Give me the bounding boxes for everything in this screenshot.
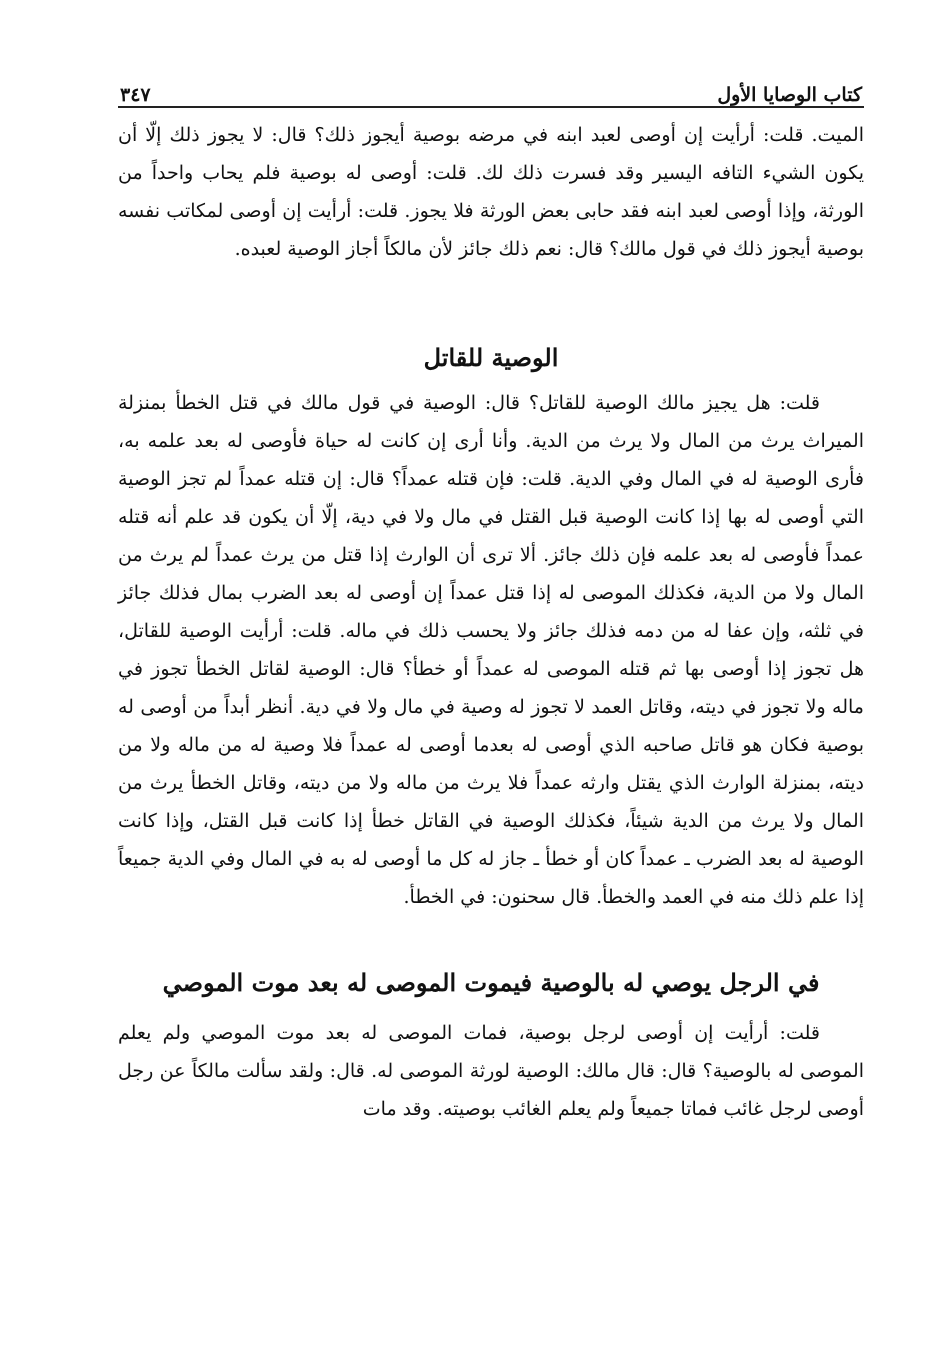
section-spacer	[118, 268, 864, 332]
section-title-legatee-death: في الرجل يوصي له بالوصية فيموت الموصى له بعد موت الموصي	[162, 968, 820, 997]
header-rule	[118, 106, 864, 108]
book-title: كتاب الوصايا الأول	[717, 84, 862, 106]
killer-bequest-paragraph: قلت: هل يجيز مالك الوصية للقاتل؟ قال: الوصية في قول مالك في قتل الخطأ بمنزلة الميراث يرث من المال ولا يرث من الدية. وأنا أرى إن كانت له حياة فأوصى له بعد علمه به، فأرى الوصية له في المال وفي الدية. قلت: فإن قتله عمداً؟ قال: إن قتله عمداً لم تجز الوصية التي أوصى له بها إذا كانت الوصية قبل القتل في مال ولا في دية، إلّا أن يكون قد علم أنه قتله عمداً فأوصى له بعد علمه فإن ذلك جائز. ألا ترى أن الوارث إذا قتل من يرث عمداً لم يرث من المال ولا من الدية، فكذلك الموصى له إذا قتل عمداً إن أوصى له بعد الضرب بمال فذلك جائز في ثلثه، وإن عفا له من دمه فذلك جائز ولا يحسب ذلك في ماله. قلت: أرأيت الوصية للقاتل، هل تجوز إذا أوصى بها ثم قتله الموصى له عمداً أو خطأ؟ قال: الوصية لقاتل الخطأ تجوز في ماله ولا تجوز في ديته، وقاتل العمد لا تجوز له وصية في مال ولا في دية. أنظر أبداً من أوصى له بوصية فكان هو قاتل صاحبه الذي أوصى له بعدما أوصى له عمداً فلا وصية له من ماله ولا من ديته، بمنزلة الوارث الذي يقتل وارثه عمداً فلا يرث من ماله ولا من ديته، وقاتل الخطأ يرث من المال ولا يرث من الدية شيئاً، فكذلك الوصية في القاتل خطأ إذا كانت قبل القتل، وإذا كانت الوصية له بعد الضرب ـ عمداً كان أو خطأ ـ جاز له كل ما أوصى له به في المال وفي الدية جميعاً إذا علم ذلك منه في العمد والخطأ. قال سحنون: في الخطأ.	[118, 392, 864, 908]
section-spacer	[118, 916, 864, 958]
opening-paragraph: الميت. قلت: أرأيت إن أوصى لعبد ابنه في مرضه بوصية أيجوز ذلك؟ قال: لا يجوز ذلك إلّا أن يكون الشيء التافه اليسير وقد فسرت ذلك لك. قلت: أوصى له بوصية فلم يحاب واحداً من الورثة، وإذا أوصى لعبد ابنه فقد حابى بعض الورثة فلا يجوز. قلت: أرأيت إن أوصى لمكاتب نفسه بوصية أيجوز ذلك في قول مالك؟ قال: نعم ذلك جائز لأن مالكاً أجاز الوصية لعبده.	[118, 124, 864, 260]
book-page	[118, 72, 864, 1128]
running-header	[118, 72, 864, 106]
page-number: ٣٤٧	[120, 84, 151, 106]
legatee-death-paragraph: قلت: أرأيت إن أوصى لرجل بوصية، فمات الموصى له بعد موت الموصي ولم يعلم الموصى له بالوصية؟ قال: قال مالك: الوصية لورثة الموصى له. قال: ولقد سألت مالكاً عن رجل أوصى لرجل غائب فماتا جميعاً ولم يعلم الغائب بوصيته. وقد مات	[118, 1022, 864, 1120]
section-title-killer-bequest: الوصية للقاتل	[423, 343, 559, 372]
